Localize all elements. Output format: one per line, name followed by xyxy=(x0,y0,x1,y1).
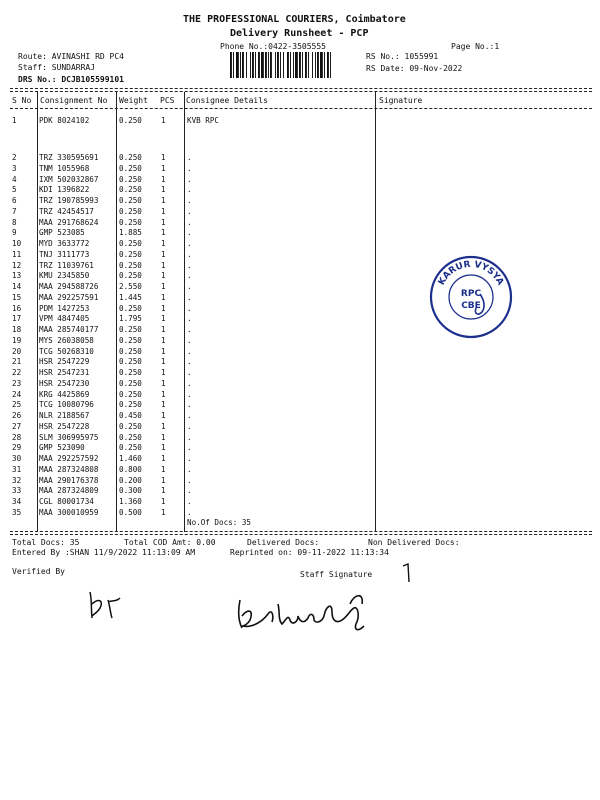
row-weight: 1.460 xyxy=(119,454,142,463)
rs-number: RS No.: 1055991 xyxy=(366,52,439,61)
row-weight: 0.250 xyxy=(119,432,142,442)
barcode-bar xyxy=(330,52,331,78)
row-consignment: TRZ 330595691 xyxy=(39,153,99,162)
barcode-bar xyxy=(233,52,234,78)
row-consignee: . xyxy=(187,292,192,302)
row-consignment: MAA 290176378 xyxy=(39,475,99,485)
entered-by: Entered By :SHAN 11/9/2022 11:13:09 AM xyxy=(12,548,196,557)
stamp-arc-text: KARUR VYSYA xyxy=(436,259,506,288)
table-row xyxy=(12,336,372,346)
document-title: Delivery Runsheet - PCP xyxy=(230,28,369,39)
row-sno: 32 xyxy=(12,475,22,485)
row-consignee: . xyxy=(187,325,192,334)
row-consignment: CGL 80001734 xyxy=(39,497,94,506)
row-weight: 0.250 xyxy=(119,443,142,453)
row-sno: 21 xyxy=(12,357,22,367)
row-weight: 0.250 xyxy=(119,163,142,173)
row-consignee: . xyxy=(187,335,192,345)
table-row xyxy=(12,304,372,314)
row-consignee: KVB RPC xyxy=(187,116,220,125)
row-pcs: 1 xyxy=(161,443,166,453)
row-sno: 25 xyxy=(12,400,22,410)
table-row xyxy=(12,314,372,324)
row-pcs: 1 xyxy=(161,196,166,205)
row-sno: 17 xyxy=(12,314,22,324)
table-row xyxy=(12,476,372,486)
row-consignee: . xyxy=(187,464,192,474)
row-consignment: TCG 10080796 xyxy=(39,400,94,410)
row-sno: 1 xyxy=(12,116,17,125)
row-consignment: MAA 294588726 xyxy=(39,282,99,291)
row-consignee: . xyxy=(187,507,192,517)
barcode-bar xyxy=(302,52,303,78)
barcode-bar xyxy=(242,52,244,78)
row-pcs: 1 xyxy=(161,368,166,377)
row-sno: 3 xyxy=(12,163,17,173)
row-consignee: . xyxy=(187,196,192,205)
barcode-bar xyxy=(283,52,284,78)
row-weight: 0.250 xyxy=(119,174,142,184)
row-sno: 35 xyxy=(12,507,22,517)
barcode-bar xyxy=(317,52,319,78)
row-pcs: 1 xyxy=(161,454,166,463)
row-sno: 16 xyxy=(12,303,22,313)
row-consignee: . xyxy=(187,174,192,184)
row-consignment: TCG 50268310 xyxy=(39,346,94,356)
barcode-bar xyxy=(236,52,239,78)
row-weight: 0.250 xyxy=(119,368,142,377)
table-row xyxy=(12,368,372,378)
barcode-bar xyxy=(250,52,251,78)
row-weight: 0.250 xyxy=(119,400,142,410)
barcode-bar xyxy=(312,52,313,78)
row-consignee: . xyxy=(187,378,192,388)
row-pcs: 1 xyxy=(161,249,166,259)
row-pcs: 1 xyxy=(161,185,166,195)
row-weight: 0.250 xyxy=(119,325,142,334)
row-pcs: 1 xyxy=(161,303,166,313)
barcode-bar xyxy=(255,52,256,78)
row-consignment: MAA 285740177 xyxy=(39,325,99,334)
row-consignment: VPM 4847405 xyxy=(39,314,90,324)
delivered-docs: Delivered Docs: xyxy=(247,538,320,547)
table-row xyxy=(12,497,372,507)
row-consignment: PDM 1427253 xyxy=(39,303,90,313)
row-sno: 2 xyxy=(12,153,17,162)
row-consignment: KRG 4425869 xyxy=(39,389,90,399)
row-consignment: HSR 2547230 xyxy=(39,378,90,388)
staff-signature xyxy=(232,586,382,636)
row-consignee: . xyxy=(187,357,192,367)
row-pcs: 1 xyxy=(161,217,166,227)
table-row xyxy=(12,250,372,260)
row-consignment: GMP 523085 xyxy=(39,228,85,238)
table-bottom-rule-2 xyxy=(10,534,592,535)
row-sno: 24 xyxy=(12,389,22,399)
row-pcs: 1 xyxy=(161,389,166,399)
col-pcs: PCS xyxy=(160,96,175,105)
staff-name: Staff: SUNDARRAJ xyxy=(18,63,96,72)
col-consignment: Consignment No xyxy=(40,96,108,105)
row-pcs: 1 xyxy=(161,475,166,485)
barcode-bar xyxy=(275,52,276,78)
row-sno: 27 xyxy=(12,421,22,431)
total-cod: Total COD Amt: 0.00 xyxy=(124,538,216,547)
row-weight: 0.250 xyxy=(119,153,142,162)
table-bottom-rule xyxy=(10,531,592,532)
row-sno: 10 xyxy=(12,239,22,248)
table-row xyxy=(12,379,372,389)
row-weight: 0.450 xyxy=(119,411,142,420)
table-row xyxy=(12,508,372,518)
barcode-bar xyxy=(270,52,272,78)
row-consignment: HSR 2547228 xyxy=(39,421,90,431)
rs-date: RS Date: 09-Nov-2022 xyxy=(366,64,463,73)
row-pcs: 1 xyxy=(161,400,166,410)
row-consignment: IXM 502032867 xyxy=(39,174,99,184)
row-consignee: . xyxy=(187,400,192,410)
row-weight: 0.250 xyxy=(119,239,142,248)
barcode-bar xyxy=(295,52,298,78)
row-weight: 1.885 xyxy=(119,228,142,238)
row-weight: 0.250 xyxy=(119,196,142,205)
row-consignee: . xyxy=(187,346,192,356)
row-consignment: KDI 1396822 xyxy=(39,185,90,195)
row-sno: 9 xyxy=(12,228,17,238)
table-row xyxy=(12,261,372,271)
barcode-bar xyxy=(320,52,323,78)
table-row xyxy=(12,164,372,174)
row-consignee: . xyxy=(187,260,192,270)
row-sno: 26 xyxy=(12,411,22,420)
table-row xyxy=(12,228,372,238)
row-consignment: TRZ 42454517 xyxy=(39,206,94,216)
row-sno: 31 xyxy=(12,464,22,474)
table-row xyxy=(12,282,372,292)
row-sno: 7 xyxy=(12,206,17,216)
row-sno: 5 xyxy=(12,185,17,195)
row-sno: 20 xyxy=(12,346,22,356)
row-pcs: 1 xyxy=(161,464,166,474)
barcode-bar xyxy=(261,52,264,78)
row-consignment: HSR 2547229 xyxy=(39,357,90,367)
row-consignment: MAA 300010959 xyxy=(39,507,99,517)
row-weight: 0.250 xyxy=(119,185,142,195)
row-consignment: NLR 2188567 xyxy=(39,411,90,420)
verified-by: Verified By xyxy=(12,567,65,576)
barcode-bar xyxy=(293,52,294,78)
row-pcs: 1 xyxy=(161,282,166,291)
table-row xyxy=(12,196,372,206)
row-weight: 1.360 xyxy=(119,497,142,506)
col-consignee: Consignee Details xyxy=(186,96,268,105)
row-consignment: HSR 2547231 xyxy=(39,368,90,377)
stamp-line-2: RPC xyxy=(460,289,482,299)
row-pcs: 1 xyxy=(161,206,166,216)
row-consignee: . xyxy=(187,153,192,162)
row-weight: 0.250 xyxy=(119,249,142,259)
no-of-docs: No.Of Docs: 35 xyxy=(187,518,252,527)
col-divider xyxy=(375,92,376,532)
row-sno: 30 xyxy=(12,454,22,463)
column-header-rule xyxy=(10,108,592,109)
row-consignment: MAA 287324808 xyxy=(39,464,99,474)
row-pcs: 1 xyxy=(161,486,166,496)
barcode-bar xyxy=(240,52,241,78)
row-pcs: 1 xyxy=(161,378,166,388)
table-row xyxy=(12,411,372,421)
row-consignment: TNM 1055968 xyxy=(39,163,90,173)
barcode-bar xyxy=(230,52,232,78)
barcode-bar xyxy=(246,52,247,78)
row-pcs: 1 xyxy=(161,357,166,367)
row-consignment: MYD 3633772 xyxy=(39,239,90,248)
row-consignee: . xyxy=(187,443,192,453)
row-weight: 0.250 xyxy=(119,357,142,367)
row-weight: 1.795 xyxy=(119,314,142,324)
row-sno: 23 xyxy=(12,378,22,388)
row-pcs: 1 xyxy=(161,432,166,442)
row-pcs: 1 xyxy=(161,335,166,345)
row-sno: 15 xyxy=(12,292,22,302)
row-consignee: . xyxy=(187,228,192,238)
row-consignee: . xyxy=(187,368,192,377)
barcode-bar xyxy=(268,52,269,78)
row-consignment: SLM 306995975 xyxy=(39,432,99,442)
table-row xyxy=(12,390,372,400)
row-weight: 0.250 xyxy=(119,378,142,388)
row-weight: 0.250 xyxy=(119,335,142,345)
row-weight: 0.300 xyxy=(119,486,142,496)
row-consignee: . xyxy=(187,411,192,420)
row-consignee: . xyxy=(187,497,192,506)
col-weight: Weight xyxy=(119,96,148,105)
tick-mark xyxy=(400,562,420,584)
bank-stamp xyxy=(428,254,514,340)
barcode-bar xyxy=(252,52,254,78)
row-pcs: 1 xyxy=(161,346,166,356)
row-weight: 0.250 xyxy=(119,389,142,399)
barcode-bar xyxy=(287,52,289,78)
row-sno: 19 xyxy=(12,335,22,345)
header-rule-2 xyxy=(10,91,592,92)
row-weight: 0.250 xyxy=(119,271,142,281)
row-pcs: 1 xyxy=(161,497,166,506)
drs-number: DRS No.: DCJB105599101 xyxy=(18,75,124,84)
row-consignee: . xyxy=(187,239,192,248)
verifier-signature xyxy=(86,588,126,622)
row-sno: 18 xyxy=(12,325,22,334)
row-consignee: . xyxy=(187,163,192,173)
row-weight: 0.250 xyxy=(119,421,142,431)
row-weight: 0.250 xyxy=(119,260,142,270)
table-row xyxy=(12,239,372,249)
table-row xyxy=(12,271,372,281)
row-weight: 0.250 xyxy=(119,303,142,313)
row-pcs: 1 xyxy=(161,507,166,517)
company-name: THE PROFESSIONAL COURIERS, Coimbatore xyxy=(183,14,406,25)
stamp-line-3: CBE xyxy=(461,301,481,311)
table-row xyxy=(12,175,372,185)
row-consignment: MAA 291768624 xyxy=(39,217,99,227)
row-consignee: . xyxy=(187,454,192,463)
row-sno: 22 xyxy=(12,368,22,377)
row-weight: 0.800 xyxy=(119,464,142,474)
route: Route: AVINASHI RD PC4 xyxy=(18,52,124,61)
row-sno: 12 xyxy=(12,260,22,270)
row-consignee: . xyxy=(187,389,192,399)
row-weight: 0.250 xyxy=(119,217,142,227)
barcode-bar xyxy=(280,52,281,78)
row-weight: 2.550 xyxy=(119,282,142,291)
row-consignee: . xyxy=(187,432,192,442)
row-consignee: . xyxy=(187,206,192,216)
non-delivered-docs: Non Delivered Docs: xyxy=(368,538,460,547)
table-row xyxy=(12,357,372,367)
row-pcs: 1 xyxy=(161,292,166,302)
row-pcs: 1 xyxy=(161,260,166,270)
row-sno: 14 xyxy=(12,282,22,291)
row-consignment: KMU 2345850 xyxy=(39,271,90,281)
row-weight: 0.250 xyxy=(119,206,142,216)
barcode-bar xyxy=(308,52,309,78)
table-row xyxy=(12,207,372,217)
row-consignment: PDK 8024102 xyxy=(39,116,90,125)
row-sno: 8 xyxy=(12,217,17,227)
row-pcs: 1 xyxy=(161,411,166,420)
barcode-bar xyxy=(258,52,260,78)
row-sno: 11 xyxy=(12,249,22,259)
table-row xyxy=(12,433,372,443)
row-consignee: . xyxy=(187,249,192,259)
phone-number: Phone No.:0422-3505555 xyxy=(220,42,326,51)
row-sno: 29 xyxy=(12,443,22,453)
table-row xyxy=(12,293,372,303)
row-pcs: 1 xyxy=(161,239,166,248)
row-consignment: MAA 292257591 xyxy=(39,292,99,302)
row-pcs: 1 xyxy=(161,116,166,125)
table-row xyxy=(12,116,372,126)
row-sno: 13 xyxy=(12,271,22,281)
row-sno: 28 xyxy=(12,432,22,442)
table-row xyxy=(12,218,372,228)
row-consignment: TNJ 3111773 xyxy=(39,249,90,259)
row-pcs: 1 xyxy=(161,228,166,238)
reprinted-on: Reprinted on: 09-11-2022 11:13:34 xyxy=(230,548,389,557)
barcode-bar xyxy=(299,52,301,78)
row-consignment: TRZ 11039761 xyxy=(39,260,94,270)
row-consignee: . xyxy=(187,486,192,496)
row-pcs: 1 xyxy=(161,271,166,281)
total-docs: Total Docs: 35 xyxy=(12,538,80,547)
row-weight: 0.250 xyxy=(119,116,142,125)
row-sno: 6 xyxy=(12,196,17,205)
barcode-bar xyxy=(265,52,267,78)
row-consignee: . xyxy=(187,421,192,431)
row-sno: 33 xyxy=(12,486,22,496)
row-pcs: 1 xyxy=(161,174,166,184)
table-row xyxy=(12,400,372,410)
row-consignee: . xyxy=(187,314,192,324)
row-consignee: . xyxy=(187,217,192,227)
table-row xyxy=(12,325,372,335)
table-row xyxy=(12,486,372,496)
row-consignment: MAA 287324809 xyxy=(39,486,99,496)
row-consignment: TRZ 190785993 xyxy=(39,196,99,205)
row-consignee: . xyxy=(187,303,192,313)
col-signature: Signature xyxy=(379,96,423,105)
barcode-bar xyxy=(324,52,325,78)
row-pcs: 1 xyxy=(161,325,166,334)
barcode-bar xyxy=(315,52,316,78)
row-consignment: MYS 26038058 xyxy=(39,335,94,345)
row-pcs: 1 xyxy=(161,421,166,431)
row-weight: 0.500 xyxy=(119,507,142,517)
row-consignee: . xyxy=(187,185,192,195)
table-row xyxy=(12,347,372,357)
row-consignee: . xyxy=(187,475,192,485)
table-row xyxy=(12,185,372,195)
table-row xyxy=(12,443,372,453)
row-weight: 0.200 xyxy=(119,475,142,485)
row-consignment: GMP 523090 xyxy=(39,443,85,453)
row-consignee: . xyxy=(187,282,192,291)
table-row xyxy=(12,465,372,475)
row-consignee: . xyxy=(187,271,192,281)
row-sno: 34 xyxy=(12,497,22,506)
row-weight: 0.250 xyxy=(119,346,142,356)
barcode-bar xyxy=(327,52,329,78)
row-weight: 1.445 xyxy=(119,292,142,302)
row-pcs: 1 xyxy=(161,153,166,162)
barcode-bar xyxy=(277,52,279,78)
row-pcs: 1 xyxy=(161,314,166,324)
table-row xyxy=(12,153,372,163)
row-consignment: MAA 292257592 xyxy=(39,454,99,463)
row-sno: 4 xyxy=(12,174,17,184)
page-number: Page No.:1 xyxy=(451,42,500,51)
table-row xyxy=(12,454,372,464)
barcode-bar xyxy=(305,52,307,78)
row-pcs: 1 xyxy=(161,163,166,173)
col-sno: S No xyxy=(12,96,32,105)
barcode xyxy=(230,52,360,78)
staff-signature-label: Staff Signature xyxy=(300,570,373,579)
table-row xyxy=(12,422,372,432)
barcode-bar xyxy=(290,52,291,78)
header-rule xyxy=(10,88,592,89)
